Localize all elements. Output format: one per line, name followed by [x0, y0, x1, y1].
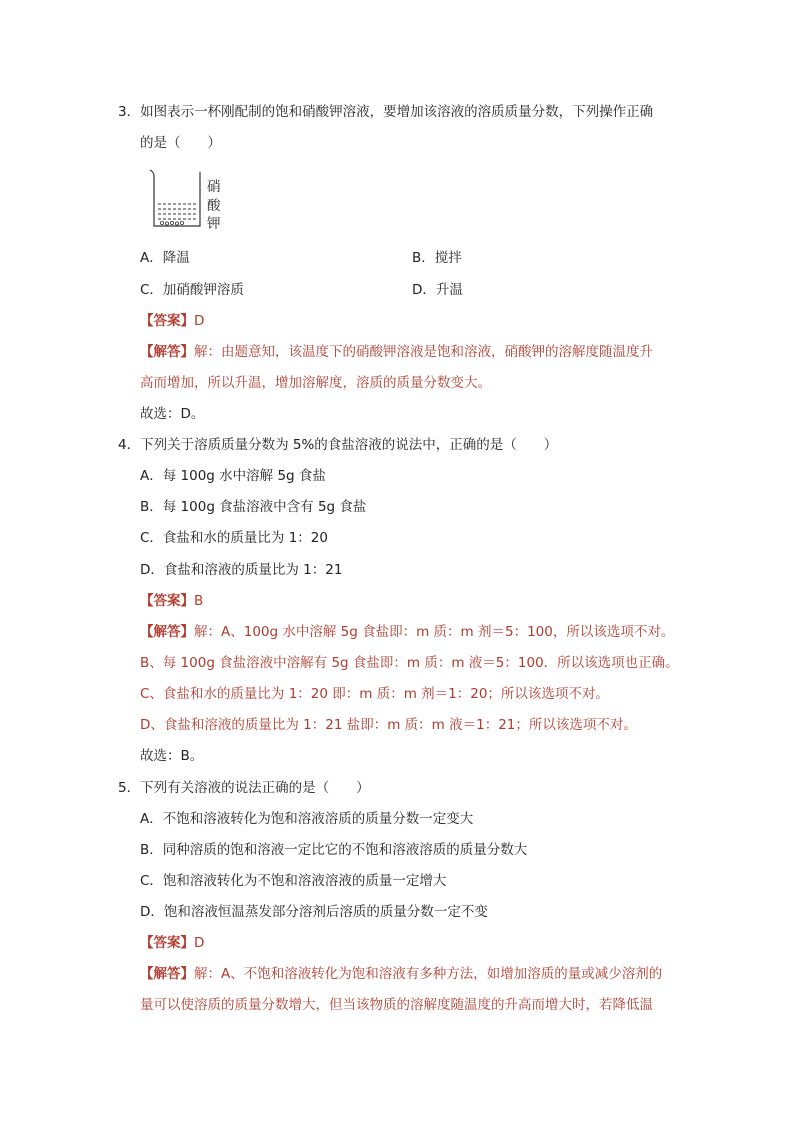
beaker-label-char: 酸	[207, 197, 221, 214]
q3-option-d: D．升温	[412, 282, 463, 298]
beaker-label-char: 钾	[207, 216, 221, 232]
answer-value: B	[194, 593, 204, 609]
q5-option-c: C．饱和溶液转化为不饱和溶液溶液的质量一定增大	[140, 873, 447, 889]
q5-answer	[140, 933, 204, 953]
q5-explain-line2: 量可以使溶质的质量分数增大，但当该物质的溶解度随温度的升高而增大时，若降低温	[140, 997, 653, 1013]
q3-option-c: C．加硝酸钾溶质	[140, 282, 244, 298]
q3-stem-line1: 3．如图表示一杯刚配制的饱和硝酸钾溶液，要增加该溶液的溶质质量分数，下列操作正确	[118, 104, 654, 120]
answer-tag: 【答案】	[140, 935, 194, 951]
q3-explain-line1	[140, 342, 653, 362]
q4-option-d: D．食盐和溶液的质量比为 1：21	[140, 562, 343, 578]
beaker-label-char: 硝	[207, 179, 221, 195]
beaker-label	[207, 178, 223, 234]
explain-tag: 【解答】	[140, 966, 194, 982]
q5-option-d: D．饱和溶液恒温蒸发部分溶剂后溶质的质量分数一定不变	[140, 904, 488, 920]
q4-explain-line2: B、每 100g 食盐溶液中溶解有 5g 食盐即：m 质：m 液＝5：100．所以该选项也正确。	[140, 655, 679, 671]
q5-option-b: B．同种溶质的饱和溶液一定比它的不饱和溶液溶质的质量分数大	[140, 842, 528, 858]
explain-text: 解：由题意知，该温度下的硝酸钾溶液是饱和溶液，硝酸钾的溶解度随温度升	[194, 344, 653, 360]
q4-option-b: B．每 100g 食盐溶液中含有 5g 食盐	[140, 499, 367, 515]
answer-tag: 【答案】	[140, 313, 194, 329]
q3-option-a: A．降温	[140, 250, 190, 266]
q3-answer	[140, 311, 204, 331]
q5-explain-line1	[140, 964, 662, 984]
q4-option-a: A．每 100g 水中溶解 5g 食盐	[140, 468, 326, 484]
answer-value: D	[194, 935, 205, 951]
q3-explain-line2: 高而增加，所以升温，增加溶解度，溶质的质量分数变大。	[140, 375, 491, 391]
q4-answer	[140, 591, 203, 611]
q3-stem-line2: 的是（ ）	[140, 135, 221, 151]
q4-explain-line1	[140, 622, 674, 642]
q4-conclusion: 故选：B。	[140, 748, 204, 764]
explain-text: 解：A、不饱和溶液转化为饱和溶液有多种方法，如增加溶质的量或减少溶剂的	[194, 966, 663, 982]
explain-text: 解：A、100g 水中溶解 5g 食盐即：m 质：m 剂＝5：100，所以该选项不对。	[194, 624, 675, 640]
explain-tag: 【解答】	[140, 344, 194, 360]
q4-option-c: C．食盐和水的质量比为 1：20	[140, 530, 328, 546]
q4-stem: 4．下列关于溶质质量分数为 5%的食盐溶液的说法中，正确的是（ ）	[118, 437, 558, 453]
q4-explain-line3: C、食盐和水的质量比为 1：20 即：m 质：m 剂＝1：20；所以该选项不对。	[140, 686, 609, 702]
answer-tag: 【答案】	[140, 593, 194, 609]
explain-tag: 【解答】	[140, 624, 194, 640]
q5-option-a: A．不饱和溶液转化为饱和溶液溶质的质量分数一定变大	[140, 811, 474, 827]
q3-conclusion: 故选：D。	[140, 406, 205, 422]
answer-value: D	[194, 313, 205, 329]
q5-stem: 5．下列有关溶液的说法正确的是（ ）	[118, 780, 370, 796]
q3-option-b: B．搅拌	[412, 250, 462, 266]
q4-explain-line4: D、食盐和溶液的质量比为 1：21 盐即：m 质：m 液＝1：21；所以该选项不对。	[140, 717, 637, 733]
beaker-figure	[148, 168, 204, 230]
